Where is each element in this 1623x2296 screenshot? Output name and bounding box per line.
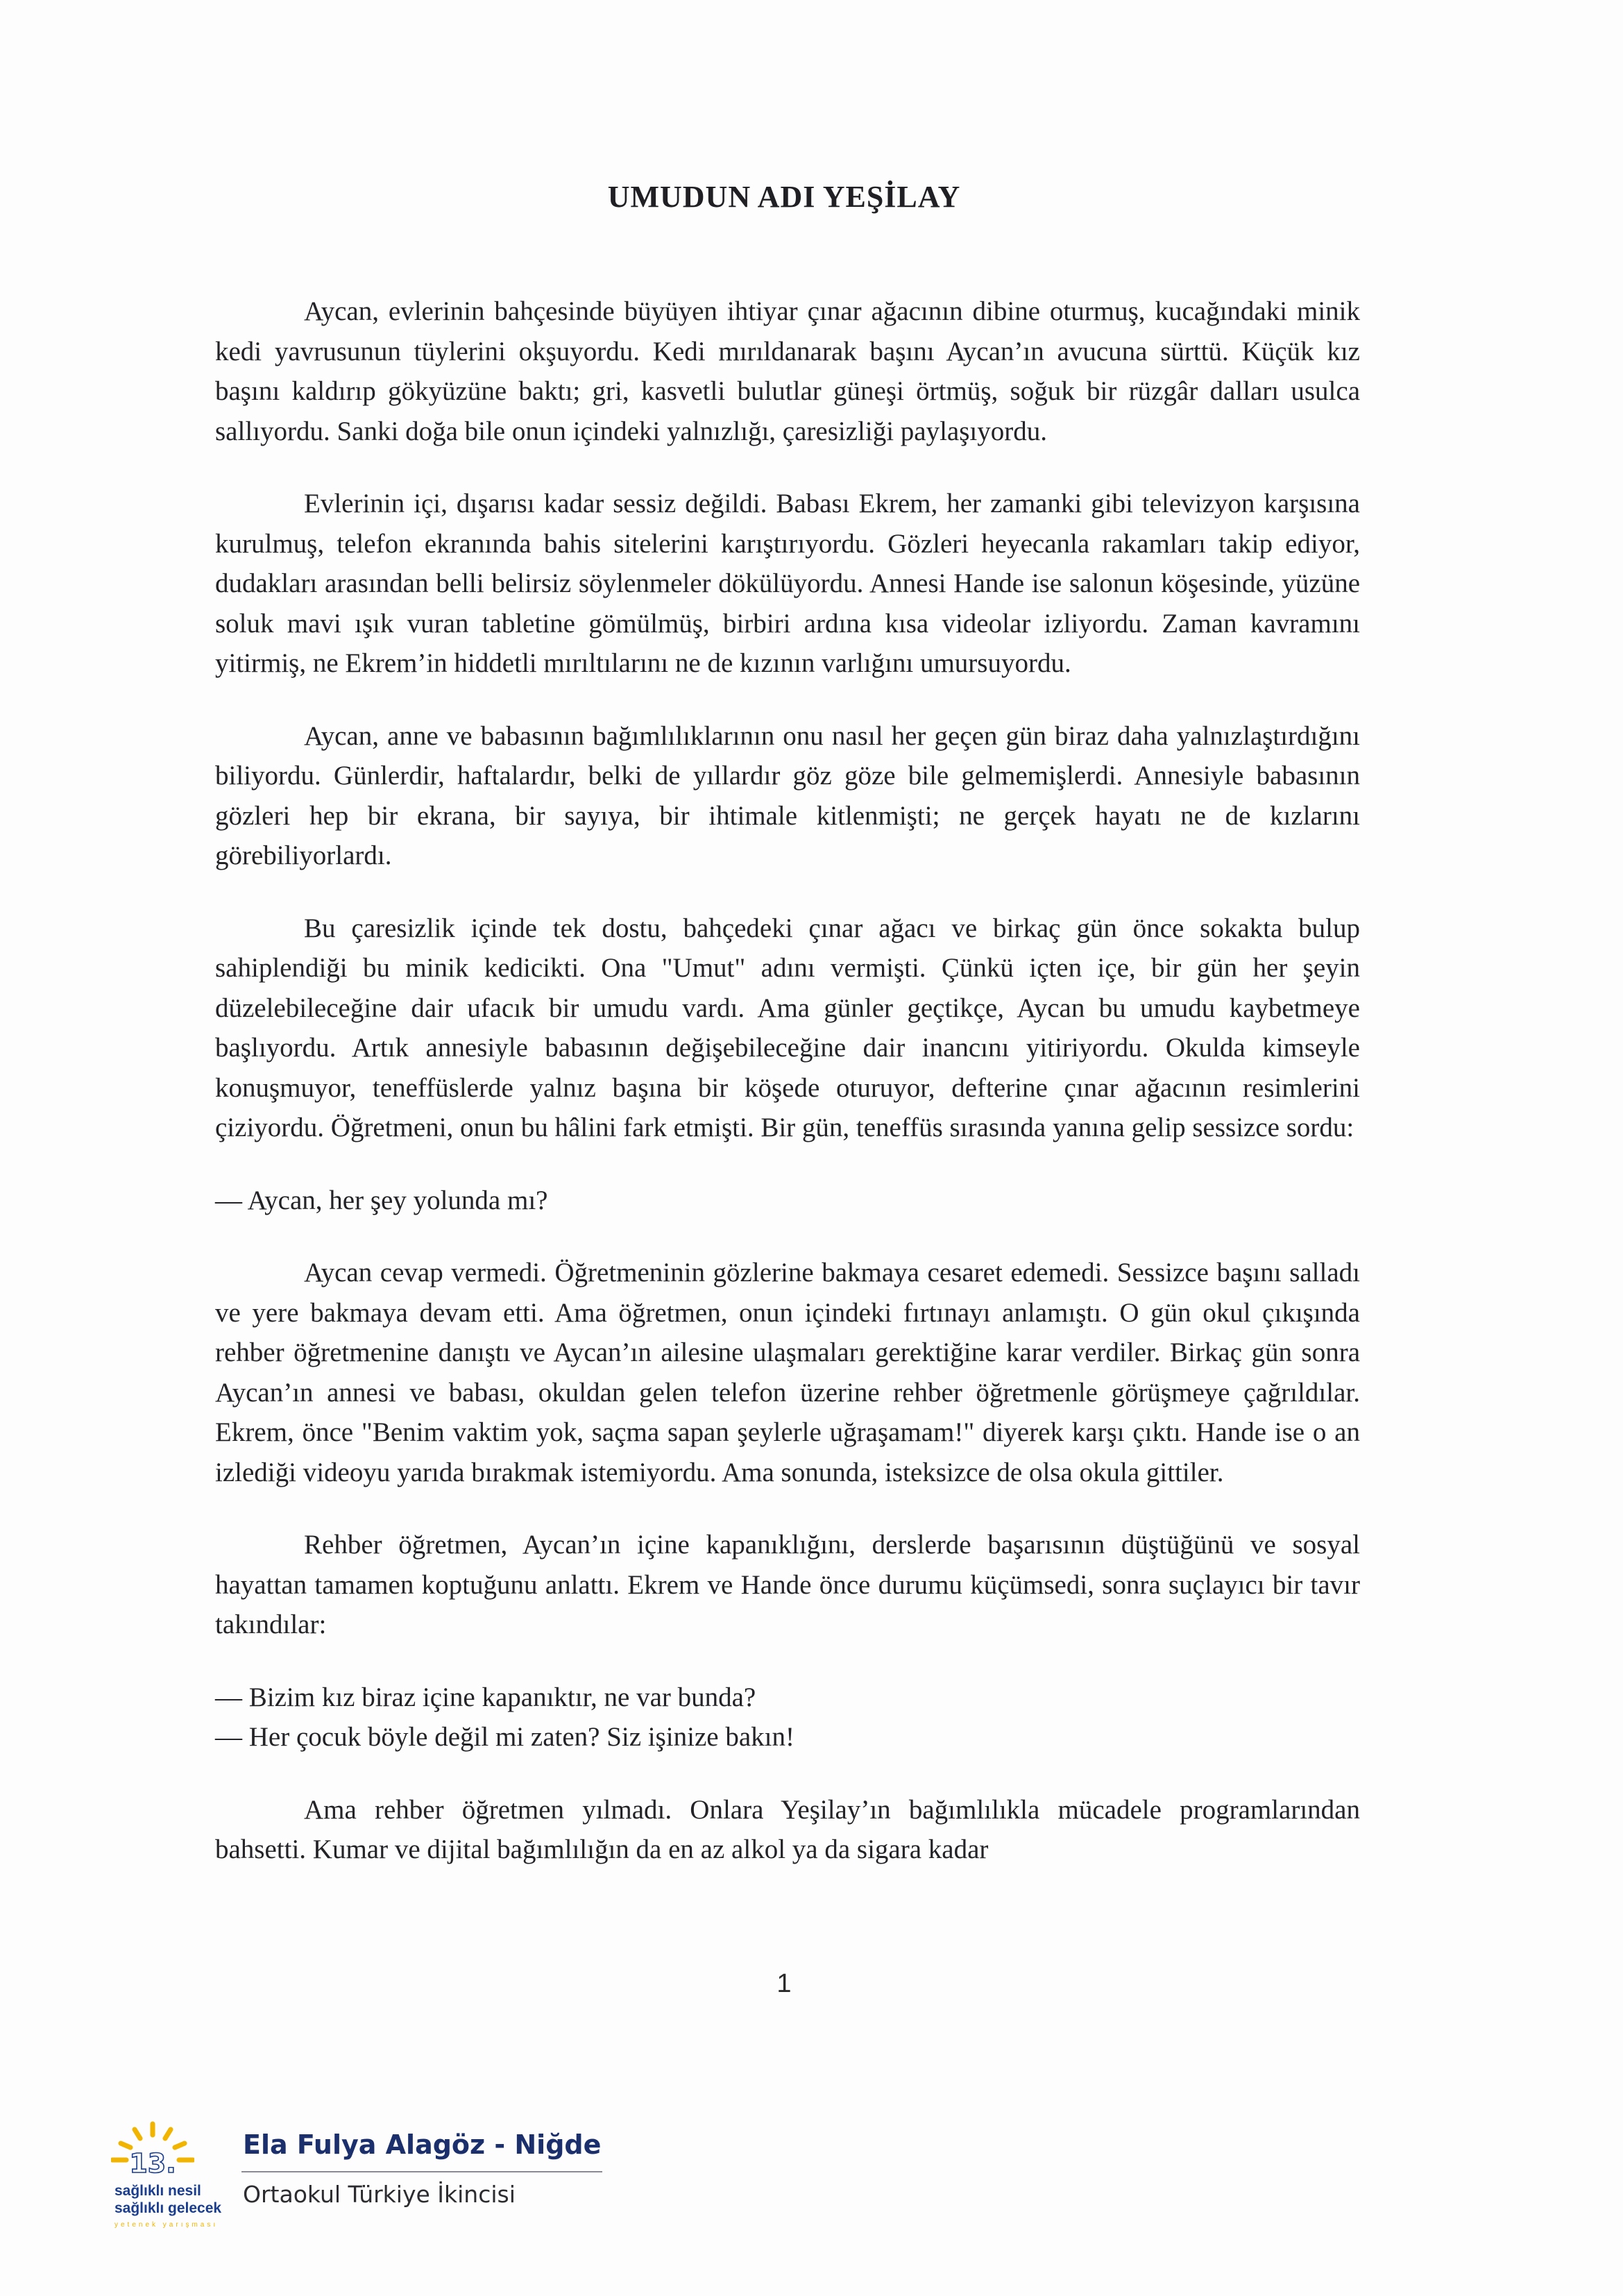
paragraph: Bu çaresizlik içinde tek dostu, bahçedeki çınar ağacı ve birkaç gün önce sokakta bulup sahiplendiği bu minik kedicikti. Ona "Umut" adını vermişti. Çünkü içten içe, bir gün her şeyin düzelebileceğine dair ufacık bir umudu vardı. Ama günler geçtikçe, Aycan bu umudu kaybetmeye başlıyordu. Artık annesiyle babasının değişebileceğine dair inancını yitiriyordu. Okulda kimseyle konuşmuyor, teneffüslerde yalnız başına bir köşede oturuyor, defterine çınar ağacının resimlerini çiziyordu. Öğretmeni, onun bu hâlini fark etmişti. Bir gün, teneffüs sırasında yanına gelip sessizce sordu: bbox=[215, 913, 1360, 1142]
logo-tagline-1: sağlıklı nesil bbox=[114, 2183, 201, 2199]
paragraph: Rehber öğretmen, Aycan’ın içine kapanıklığını, derslerde başarısının düştüğünü ve sosyal hayattan tamamen koptuğunu anlattı. Ekrem ve Hande önce durumu küçümsedi, sonra suçlayıcı bir tavır takındılar: bbox=[215, 1530, 1360, 1639]
paragraph: Aycan, evlerinin bahçesinde büyüyen ihtiyar çınar ağacının dibine oturmuş, kucağındaki minik kedi yavrusunun tüylerini okşuyordu. Kedi mırıldanarak başını Aycan’ın avucuna sürttü. Küçük kız başını kaldırıp gökyüzüne baktı; gri, kasvetli bulutlar güneşi örtmüş, soğuk bir rüzgâr dalları usulca sallıyordu. Sanki doğa bile onun içindeki yalnızlığı, çaresizliği paylaşıyordu. bbox=[215, 296, 1360, 446]
author-name: Ela Fulya Alagöz - Niğde bbox=[243, 2129, 602, 2160]
paragraph: Aycan cevap vermedi. Öğretmeninin gözlerine bakmaya cesaret edemedi. Sessizce başını salladı ve yere bakmaya devam etti. Ama öğretmen, onun içindeki fırtınayı anlamıştı. O gün okul çıkışında rehber öğretmenine danıştı ve Aycan’ın ailesine ulaşmaları gerektiğine karar verdiler. Birkaç gün sonra Aycan’ın annesi ve babası, okuldan gelen telefon üzerine rehber öğretmenle görüşmeye çağrıldılar. Ekrem, önce "Benim vaktim yok, saçma sapan şeylerle uğraşamam!" diyerek karşı çıktı. Hande ise o an izlediği videoyu yarıda bırakmak istemiyordu. Ama sonunda, isteksizce de olsa okula gittiler. bbox=[215, 1258, 1360, 1487]
dialog-line: — Aycan, her şey yolunda mı? bbox=[215, 1185, 548, 1215]
award-text: Ortaokul Türkiye İkincisi bbox=[243, 2181, 516, 2208]
paragraph: Evlerinin içi, dışarısı kadar sessiz değildi. Babası Ekrem, her zamanki gibi televizyon karşısına kurulmuş, telefon ekranında bahis sitelerini karıştırıyordu. Gözleri heyecanla rakamları takip ediyor, dudakları arasından belli belirsiz söylenmeler dökülüyordu. Annesi Hande ise salonun köşesinde, yüzüne soluk mavi ışık vuran tabletine gömülmüş, birbiri ardına kısa videolar izliyordu. Zaman kavramını yitirmiş, ne Ekrem’in hiddetli mırıltılarını ne de kızının varlığını umursuyordu. bbox=[215, 489, 1360, 678]
logo-tagline-2: sağlıklı gelecek bbox=[114, 2200, 222, 2216]
footer-divider bbox=[241, 2171, 602, 2172]
dialog-line: — Bizim kız biraz içine kapanıktır, ne var bunda? bbox=[215, 1682, 756, 1712]
document-title: UMUDUN ADI YEŞİLAY bbox=[607, 180, 961, 214]
paragraph: Aycan, anne ve babasının bağımlılıklarının onu nasıl her geçen gün biraz daha yalnızlaştırdığını biliyordu. Günlerdir, haftalardır, belki de yıllardır göz göze bile gelmemişlerdi. Annesiyle babasının gözleri hep bir ekrana, bir sayıya, bir ihtimale kitlenmişti; ne gerçek hayatı ne de kızlarını görebiliyorlardı. bbox=[215, 720, 1360, 870]
contest-logo bbox=[83, 2117, 236, 2249]
logo-number: 13. bbox=[129, 2148, 176, 2179]
page-number: 1 bbox=[776, 1969, 792, 1998]
logo-tagline-3: yetenek yarışması bbox=[114, 2221, 219, 2229]
dialog-line: — Her çocuk böyle değil mi zaten? Siz işinize bakın! bbox=[215, 1722, 794, 1752]
document-body bbox=[215, 292, 1360, 1902]
sun-icon bbox=[111, 2117, 194, 2179]
footer-badge bbox=[83, 2117, 611, 2249]
paragraph: Ama rehber öğretmen yılmadı. Onlara Yeşilay’ın bağımlılıkla mücadele programlarından bahsetti. Kumar ve dijital bağımlılığın da en az alkol ya da sigara kadar bbox=[215, 1794, 1360, 1864]
